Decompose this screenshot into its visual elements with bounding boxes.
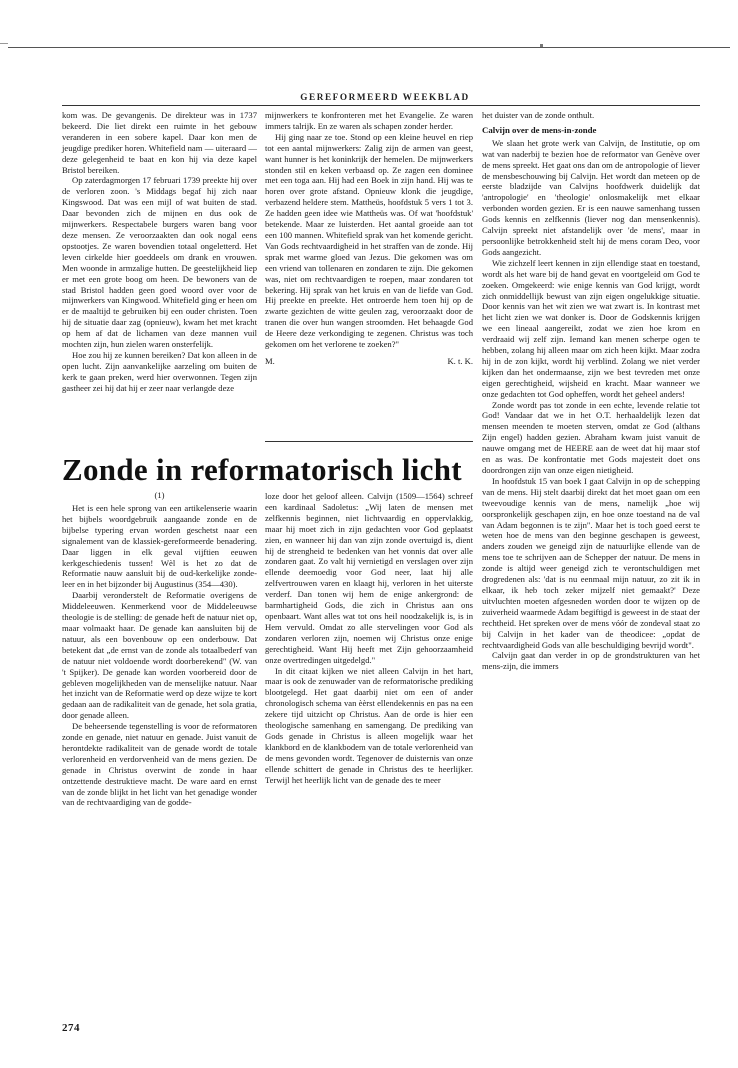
- paragraph: We slaan het grote werk van Calvijn, de Institutie, op om wat van naderbij te bezien hoe de reformator van Genève over de mens spreekt. Het gaat ons dan om de antropologie of liever de mensbeschouwing bij Calvijn. Het wordt dan meteen op de eerste bladzijde van Calvijns hoofdwerk duidelijk dat 'antropologie' en 'theologie' onlosmakelijk met elkaar verbonden worden gezien. Er is een nauwe samenhang tussen Gods kennis en zelfkennis (liever nog dan mensenkennis). Calvijn spreekt niet afstandelijk over 'de mens', maar in persoonlijke betrokkenheid stelt hij de mens coram Deo, voor Gods aangezicht.: [482, 137, 700, 257]
- page-top-rule: [8, 47, 730, 48]
- article-column-1: [62, 503, 257, 808]
- article-headline: Zonde in reformatorisch licht: [62, 452, 462, 487]
- paragraph: Hij ging naar ze toe. Stond op een kleine heuvel en riep tot een aantal mijnwerkers: Zalig zijn de armen van geest, want hunner is het koninkrijk der hemelen. De mijnwerkers stonden stil en keken verbaasd op. Ze zagen een dominee met een toga aan. Hij had een Boek in zijn hand. Hij was te horen over grote afstand. Opnieuw klonk die jeugdige, verbazend heldere stem. Mattheüs, hoofdstuk 5 vers 1 tot 3. Ze hadden geen idee wie Mattheüs was. Of wat 'hoofdstuk' betekende. Maar ze luisterden. Het aantal groeide aan tot een 100 mannen. Whitefield sprak van het komende gericht. Van Gods rechtvaardigheid in het straffen van de zonde. Hij sprak met warme gloed van Jezus. Die gekomen was om een vriend van tollenaren en zondaren te zijn. Die gekomen was, niet om rechtvaardigen te roepen, maar zondaren tot bekering. Hij sprak van het kruis en van de liefde van God. Hij preekte en preekte. Het ontroerde hem toen hij op de zwarte gezichten de witte geulen zag, veroorzaakt door de tranen die over hun wangen stroomden. Het behaagde God de Heere deze verkondiging te zegenen. Christus was toch gekomen om het verlorene te zoeken?": [265, 131, 473, 350]
- header-rule: [62, 105, 700, 106]
- column-1-continued: [62, 110, 257, 394]
- paragraph: In hoofdstuk 15 van boek I gaat Calvijn in op de schepping van de mens. Hij stelt daarbij direkt dat het moet gaan om een tweevoudige kennis van de mens, namelijk „hoe wij oorspronkelijk geschapen zijn, en hoe onze toestand na de val van Adam begonnen is te zijn". Maar het is toch goed eerst te weten hoe de mens van den beginne geschapen is geweest, anders zouden we geneigd zijn de natuurlijke ellende van de mens toe te schrijven aan de Schepper der natuur. De mens in zonde is altijd weer geneigd zich te verontschuldigen met drogredenen als: 'dat is nu eenmaal mijn natuur, zo zit ik in elkaar, ik heb toch zeker mijzelf niet gemaakt?' Deze uitvluchten moeten afgesneden worden door te wijzen op de zuiverheid waarmede Adam begiftigd is geweest in de staat der rechtheid. Het spreken over de mens vóór de zondeval staat zo bij Calvijn in het kader van de theodicee: „opdat de rechtvaardigheid Gods van alle beschuldiging bevrijd wordt".: [482, 475, 700, 650]
- signature-left: M.: [265, 355, 275, 366]
- series-number: (1): [154, 490, 165, 500]
- column-2-continued: [265, 110, 473, 367]
- paragraph: Hoe zou hij ze kunnen bereiken? Dat kon alleen in de open lucht. Zijn aanvankelijke aarzeling om buiten de kerk te gaan preken, werd hier overwonnen. Tegen zijn gastheer zei hij dat hij er zeer naar verlangde deze: [62, 349, 257, 393]
- paragraph: het duister van de zonde onthult.: [482, 110, 595, 120]
- page-number: 274: [62, 1022, 80, 1034]
- scan-edge-mark: [0, 43, 8, 44]
- subheading: Calvijn over de mens-in-zonde: [482, 124, 597, 135]
- column-3: [482, 110, 700, 672]
- paragraph: Wie zichzelf leert kennen in zijn ellendige staat en toestand, wordt als het ware bij de hand gevat en voortgeleid om God te zoeken. Omgekeerd: wie enige kennis van God krijgt, wordt zich onmiddellijk bewust van zijn eigen ongelukkige situatie. Door kennis van het wit zien we wat zwart is. In kontrast met het licht zien we wat donker is. Door de Godskennis krijgen we een lineaal aangereikt, zodat we zien hoe krom en verdraaid wij zelf zijn. Iemand kan menen scherpe ogen te hebben, zolang hij alleen maar om zich heen kijkt. Maar zodra hij in de zon kijkt, wordt hij verblind. Zolang we niet verder kijken dan het ondermaanse, zijn we best tevreden met onze eigen gerechtigheid, wijsheid en kracht. Maar wanneer we onze gedachten tot God opheffen, wordt het geheel anders!: [482, 257, 700, 399]
- article-signature: [265, 356, 473, 367]
- scan-speck: [540, 44, 543, 47]
- paragraph: De beheersende tegenstelling is voor de reformatoren zonde en genade, niet natuur en genade. Juist vanuit de herontdekte radikaliteit van de genade wordt de totale verlorenheid en verdorvenheid van de mens gezien. De genade in Christus overwint de zonde in haar ontzettende destruktieve macht. De ware aard en ernst van de zonde blijkt in het licht van het genadige wonder van de rechtvaardiging van de godde-: [62, 721, 257, 808]
- paragraph: In dit citaat kijken we niet alleen Calvijn in het hart, maar is ook de zenuwader van de reformatorische prediking blootgelegd. Het gaat daarbij niet om een of ander chronologisch schema van èèrst ellendekennis en pas na een zekere tijd uitzicht op Christus. Aan de orde is hier een theologische samenhang en samengang. De prediking van Gods genade in Christus is alleen mogelijk waar het klankbord en de klankbodem van de totale verlorenheid van de mens gevonden wordt. Tegenover de duisternis van onze ellende schittert de genade in Christus des te heerlijker. Terwijl het heerlijk licht van de genade des te meer: [265, 665, 473, 785]
- paragraph: Calvijn gaat dan verder in op de grondstrukturen van het mens-zijn, die immers: [482, 650, 700, 672]
- paragraph: Het is een hele sprong van een artikelenserie waarin het bijbels woordgebruik aangaande zonde en de bijbelse typering ervan worden geschetst naar een signalement van de klassiek-gereformeerde benadering. Daar liggen in elk geval vijftien eeuwen kerkgeschiedenis tussen! Wèl is het zo dat de Reformatie nauw aansluit bij de oud-kerkelijke zonde-leer en in het bijzonder bij Augustinus (354—430).: [62, 503, 257, 590]
- paragraph: kom was. De gevangenis. De direkteur was in 1737 bekeerd. Die liet direkt een ruimte in het gebouw veranderen in een sobere kapel. Daar kon men de jeugdige prediker horen. Whitefield nam — uiteraard — deze gelegenheid te baat en kon hij via deze kapel Bristol bereiken.: [62, 110, 257, 175]
- paragraph: Zonde wordt pas tot zonde in een echte, levende relatie tot God! Vandaar dat we in het O.T. herhaaldelijk lezen dat mensen meenden te moeten sterven, omdat ze God (althans Zijn engel) hadden gezien. Abraham kwam juist vanuit de nauwe omgang met de HEERE aan de weet dat hij maar stof en as was. De konfrontatie met Gods majesteit doet ons doordrongen zijn van onze eigen nietigheid.: [482, 399, 700, 475]
- paragraph: Daarbij veronderstelt de Reformatie overigens de Middeleeuwen. Kenmerkend voor de Middeleeuwse theologie is de stelling: de genade heft de natuur niet op, maar volmaakt haar. De genade kan aansluiten bij de natuur, als een bovenbouw op een onderbouw. Dat betekent dat „de ernst van de zonde als totaalbederf van de natuur niet voldoende wordt doorberekend" (W. van 't Spijker). De genade kan worden voorbereid door de gebleven mogelijkheden van de menselijke natuur. Naar het inzicht van de Reformatie werd op deze wijze te kort gedaan aan de radikaliteit van de genade, het sola gratia, door genade alleen.: [62, 590, 257, 721]
- running-head: GEREFORMEERD WEEKBLAD: [300, 92, 470, 102]
- article-separator-rule: [265, 441, 473, 442]
- paragraph: loze door het geloof alleen. Calvijn (1509—1564) schreef een kardinaal Sadoletus: „Wij laten de mensen met zelfkennis beginnen, niet lichtvaardig en oppervlakkig, maar hij moet zich in zijn gedachten voor God geplaatst zien, en wanneer hij dan van zijn zonde overtuigd is, dient hij de strengheid te bedenken van het vonnis dat over alle zondaren gaat. Zo valt hij vernietigd en verslagen over zijn ellende deemoedig voor God neer, laat hij alle zelfvertrouwen varen en klaagt hij, verloren in het uiterste verderf. Dan tonen wij hem de enige ankergrond: de barmhartigheid Gods, die zich in Christus aan ons openbaart. Want alles wat tot ons heil noodzakelijk is, is in Hem vervuld. Omdat zo alle stervelingen voor God als zondaren verloren zijn, noemen wij Christus onze enige gerechtigheid. Want Hij heeft met Zijn gehoorzaamheid onze overtredingen uitgedelgd.": [265, 491, 473, 665]
- paragraph: mijnwerkers te konfronteren met het Evangelie. Ze waren immers talrijk. En ze waren als schapen zonder herder.: [265, 110, 473, 131]
- article-column-2: [265, 491, 473, 785]
- paragraph: Op zaterdagmorgen 17 februari 1739 preekte hij over de verloren zoon. 's Middags begaf hij zich naar Kingswood. Dat was een mijl of wat buiten de stad. Daar bevonden zich de mijnen en dus ook de mijnwerkers. Respectabele burgers waren bang voor deze mensen. Ze veroorzaakten dan ook nogal eens opstootjes. Ze waren bovendien totaal ongeletterd. Het leven cirkelde hier goeddeels om drank en vrouwen. Men woonde in armzalige hutten. De geestelijkheid liep er met een grote boog om heen. De bewoners van de stad Bristol hadden geen goed woord over voor de mijnwerkers van Kingwood. Whitefield ging er heen om er de maaltijd te gebruiken bij een ouder christen. Toen hij de situatie daar zag (opnieuw), kwam het met kracht op hem af dat de lichamen van deze mannen vuil mochten zijn, hun zielen waren onsterfelijk.: [62, 175, 257, 350]
- signature-right: K. t. K.: [447, 355, 473, 366]
